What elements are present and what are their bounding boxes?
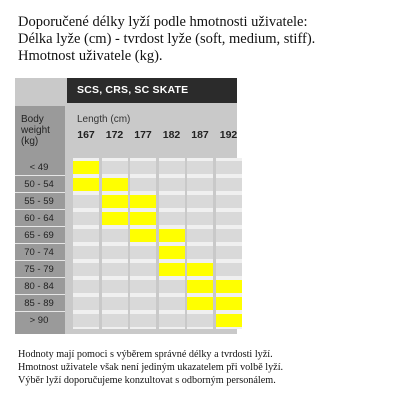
recommended-cell (216, 297, 242, 310)
grid-cell (130, 263, 156, 276)
footer-line-1: Hodnoty mají pomoci s výběrem správné délky a tvrdosti lyží. (18, 349, 273, 360)
grid-cell (73, 195, 99, 208)
grid-cell (187, 161, 213, 174)
length-column-182 (159, 158, 185, 329)
weight-title-line-1: Body (21, 114, 44, 125)
recommended-cell (159, 263, 185, 276)
length-column-title: Length (cm) (77, 114, 131, 125)
grid-cell (216, 229, 242, 242)
recommended-cell (102, 178, 128, 191)
grid-cell (73, 314, 99, 327)
weight-row-label: > 90 (29, 315, 49, 326)
grid-cell (102, 297, 128, 310)
grid-cell (216, 195, 242, 208)
length-column-177 (130, 158, 156, 329)
recommended-cell (187, 297, 213, 310)
weight-row-divider (15, 277, 65, 278)
grid-cell (159, 161, 185, 174)
grid-cell (73, 246, 99, 259)
recommended-cell (216, 314, 242, 327)
recommended-cell (130, 229, 156, 242)
grid-cell (187, 195, 213, 208)
recommended-cell (216, 280, 242, 293)
recommended-cell (187, 280, 213, 293)
weight-row-divider (15, 192, 65, 193)
recommended-cell (102, 195, 128, 208)
weight-row-label: 80 - 84 (24, 281, 54, 292)
length-header-177: 177 (134, 129, 152, 141)
recommended-cell (159, 229, 185, 242)
grid-cell (130, 178, 156, 191)
recommended-cell (73, 161, 99, 174)
weight-column-title (21, 114, 61, 147)
grid-cell (187, 178, 213, 191)
grid-cell (159, 212, 185, 225)
grid-cell (159, 280, 185, 293)
weight-title-line-3: (kg) (21, 136, 39, 147)
weight-row-label: 50 - 54 (24, 179, 54, 190)
grid-cell (216, 263, 242, 276)
weight-row-divider (15, 209, 65, 210)
grid-cell (102, 314, 128, 327)
grid-cell (102, 229, 128, 242)
grid-cell (159, 178, 185, 191)
grid-cell (102, 246, 128, 259)
grid-cell (130, 161, 156, 174)
grid-cell (216, 246, 242, 259)
length-column-172 (102, 158, 128, 329)
weight-row-divider (15, 260, 65, 261)
weight-row-label: 65 - 69 (24, 230, 54, 241)
weight-row-label: 60 - 64 (24, 213, 54, 224)
footer-line-2: Hmotnost uživatele však není jediným ukazatelem při volbě lyží. (18, 362, 284, 373)
weight-row-divider (15, 175, 65, 176)
grid-cell (130, 314, 156, 327)
length-header-172: 172 (105, 129, 124, 141)
grid-cell (73, 212, 99, 225)
grid-cell (130, 297, 156, 310)
weight-row-label: 85 - 89 (24, 298, 54, 309)
grid-cell (216, 212, 242, 225)
length-header-192: 192 (219, 129, 238, 141)
recommended-cell (187, 263, 213, 276)
grid-cell (130, 280, 156, 293)
length-column-192 (216, 158, 242, 329)
grid-cell (130, 246, 156, 259)
weight-row-divider (15, 294, 65, 295)
heading-line-2: Délka lyže (cm) - tvrdost lyže (soft, medium, stiff). (18, 31, 316, 47)
heading-line-3: Hmotnost uživatele (kg). (18, 48, 163, 64)
weight-row-label: 55 - 59 (24, 196, 54, 207)
grid-cell (216, 178, 242, 191)
weight-title-line-2: weight (21, 125, 50, 136)
grid-cell (102, 263, 128, 276)
grid-cell (73, 280, 99, 293)
recommended-cell (130, 212, 156, 225)
table-banner: SCS, CRS, SC SKATE (67, 78, 237, 103)
weight-row-label: < 49 (29, 162, 49, 173)
grid-cell (159, 195, 185, 208)
weight-row-divider (15, 226, 65, 227)
grid-cell (73, 297, 99, 310)
grid-cell (73, 229, 99, 242)
recommended-cell (159, 246, 185, 259)
grid-cell (73, 263, 99, 276)
length-column-167 (73, 158, 99, 329)
weight-column (15, 106, 65, 334)
footer-note (18, 348, 403, 387)
length-header-187: 187 (191, 129, 209, 141)
recommended-cell (73, 178, 99, 191)
ski-size-table (15, 78, 237, 334)
length-header-182: 182 (162, 129, 181, 141)
weight-row-label: 70 - 74 (24, 247, 54, 258)
length-column-187 (187, 158, 213, 329)
grid-cell (216, 161, 242, 174)
weight-row-divider (15, 311, 65, 312)
length-header-167: 167 (77, 129, 95, 141)
grid-cell (187, 212, 213, 225)
grid-cell (159, 314, 185, 327)
grid-cell (159, 297, 185, 310)
grid-cell (187, 246, 213, 259)
grid-cell (187, 229, 213, 242)
grid-cell (187, 314, 213, 327)
grid-cell (102, 161, 128, 174)
recommended-cell (102, 212, 128, 225)
weight-row-divider (15, 243, 65, 244)
footer-line-3: Výběr lyží doporučujeme konzultovat s odborným personálem. (18, 375, 276, 386)
recommended-cell (130, 195, 156, 208)
weight-row-label: 75 - 79 (24, 264, 54, 275)
grid-cell (102, 280, 128, 293)
page-heading (18, 14, 398, 65)
heading-line-1: Doporučené délky lyží podle hmotnosti uživatele: (18, 14, 308, 30)
